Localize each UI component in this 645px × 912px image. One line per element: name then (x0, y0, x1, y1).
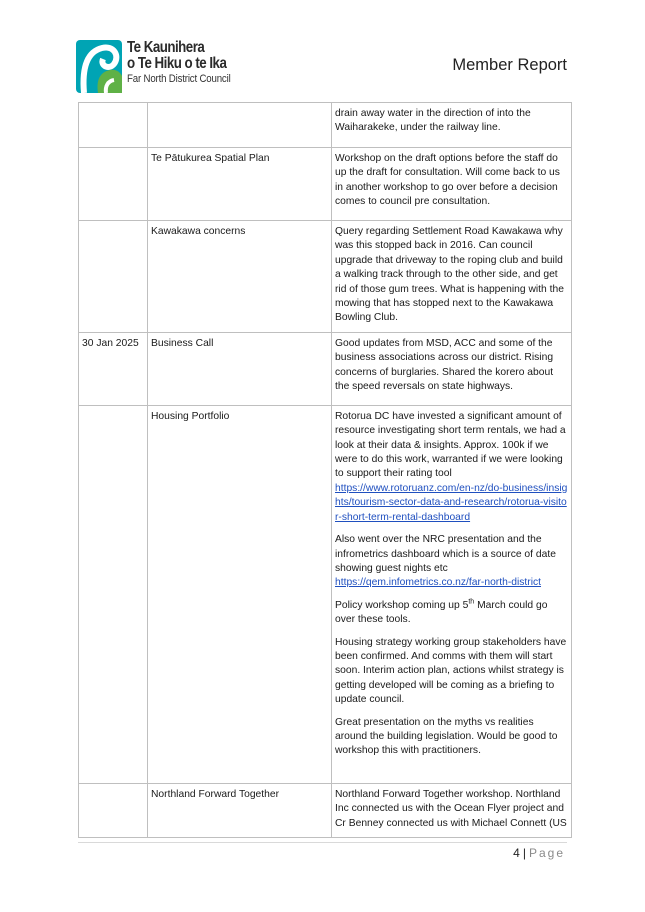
notes-paragraph: Workshop on the draft options before the staff do up the draft for consultation. Will come back to us in another workshop to go over before a decision comes to council pre consultation. (335, 153, 560, 208)
org-name-line3: Far North District Council (127, 73, 231, 85)
notes-cell (332, 148, 572, 221)
notes-text: March could go over these tools. (335, 599, 548, 626)
notes-paragraph: Housing strategy working group stakeholders have been confirmed. And comms with them will start soon. Interim action plan, actions whilst strategy is getting developed will be coming as a briefing to update council. (335, 636, 567, 706)
footer-divider (78, 842, 567, 843)
date-cell (79, 783, 148, 837)
page-number-value: 4 (513, 846, 520, 860)
topic-cell: Northland Forward Together (148, 783, 332, 837)
notes-cell (332, 221, 572, 333)
notes-text: Also went over the NRC presentation and the infrometrics dashboard which is a source of date showing guest nights etc (335, 534, 556, 574)
topic-cell: Housing Portfolio (148, 405, 332, 783)
member-report-table (78, 102, 572, 838)
notes-cell (332, 332, 572, 405)
topic-cell: Business Call (148, 332, 332, 405)
rotorua-dashboard-link[interactable]: https://www.rotoruanz.com/en-nz/do-business/insights/tourism-sector-data-and-research/rotorua-visitor-short-term-rental-dashboard (335, 482, 568, 523)
notes-paragraph (335, 599, 568, 628)
notes-paragraph: Great presentation on the myths vs realities around the building legislation. Would be good to workshop this with practitioners. (335, 716, 558, 757)
notes-cell (332, 103, 572, 148)
page-separator: | (522, 846, 526, 860)
date-cell (79, 103, 148, 148)
koru-logo-icon (76, 40, 124, 94)
notes-paragraph: Query regarding Settlement Road Kawakawa why was this stopped back in 2016. Can council upgrade that driveway to the roping club and build a walking track through to the other side, and get rid of those gum trees. What is happening with the mowing that has stopped next to the Kawakawa Bowling Club. (335, 226, 564, 324)
table-row (79, 405, 572, 783)
notes-text: Rotorua DC have invested a significant amount of resource investigating short term rentals, we had a look at their data & insights. Approx. 100k if we were to do this work, warranted if we were looking to support their rating tool (335, 410, 566, 480)
notes-paragraph: Northland Forward Together workshop. Northland Inc connected us with the Ocean Flyer project and Cr Benney connected us with Michael Connett (US (335, 788, 567, 829)
notes-text: Policy workshop coming up 5 (335, 599, 469, 611)
org-name (127, 40, 245, 86)
page-label: Page (528, 846, 565, 860)
table-row (79, 332, 572, 405)
infometrics-link[interactable]: https://qem.infometrics.co.nz/far-north-district (335, 577, 542, 589)
org-name-line1: Te Kaunihera (127, 39, 205, 56)
table-row (79, 783, 572, 837)
topic-cell: Te Pātukurea Spatial Plan (148, 148, 332, 221)
notes-cell (332, 783, 572, 837)
notes-paragraph (335, 533, 568, 591)
date-cell (79, 221, 148, 333)
date-cell: 30 Jan 2025 (79, 332, 148, 405)
notes-paragraph (335, 410, 568, 525)
ordinal-suffix: th (468, 598, 475, 606)
topic-cell: Kawakawa concerns (148, 221, 332, 333)
org-name-line2: o Te Hiku o te Ika (127, 55, 227, 72)
table-row (79, 221, 572, 333)
notes-paragraph: drain away water in the direction of into the Waiharakeke, under the railway line. (335, 108, 531, 134)
council-logo (76, 40, 236, 96)
table-row (79, 148, 572, 221)
date-cell (79, 148, 148, 221)
notes-cell (332, 405, 572, 783)
topic-cell (148, 103, 332, 148)
notes-paragraph: Good updates from MSD, ACC and some of the business associations across our district. Rising concerns of burglaries. Shared the korero about the speed reversals on state highways. (335, 337, 554, 393)
table-row (79, 103, 572, 148)
report-title: Member Report (452, 56, 567, 74)
page-number (513, 846, 565, 860)
date-cell (79, 405, 148, 783)
